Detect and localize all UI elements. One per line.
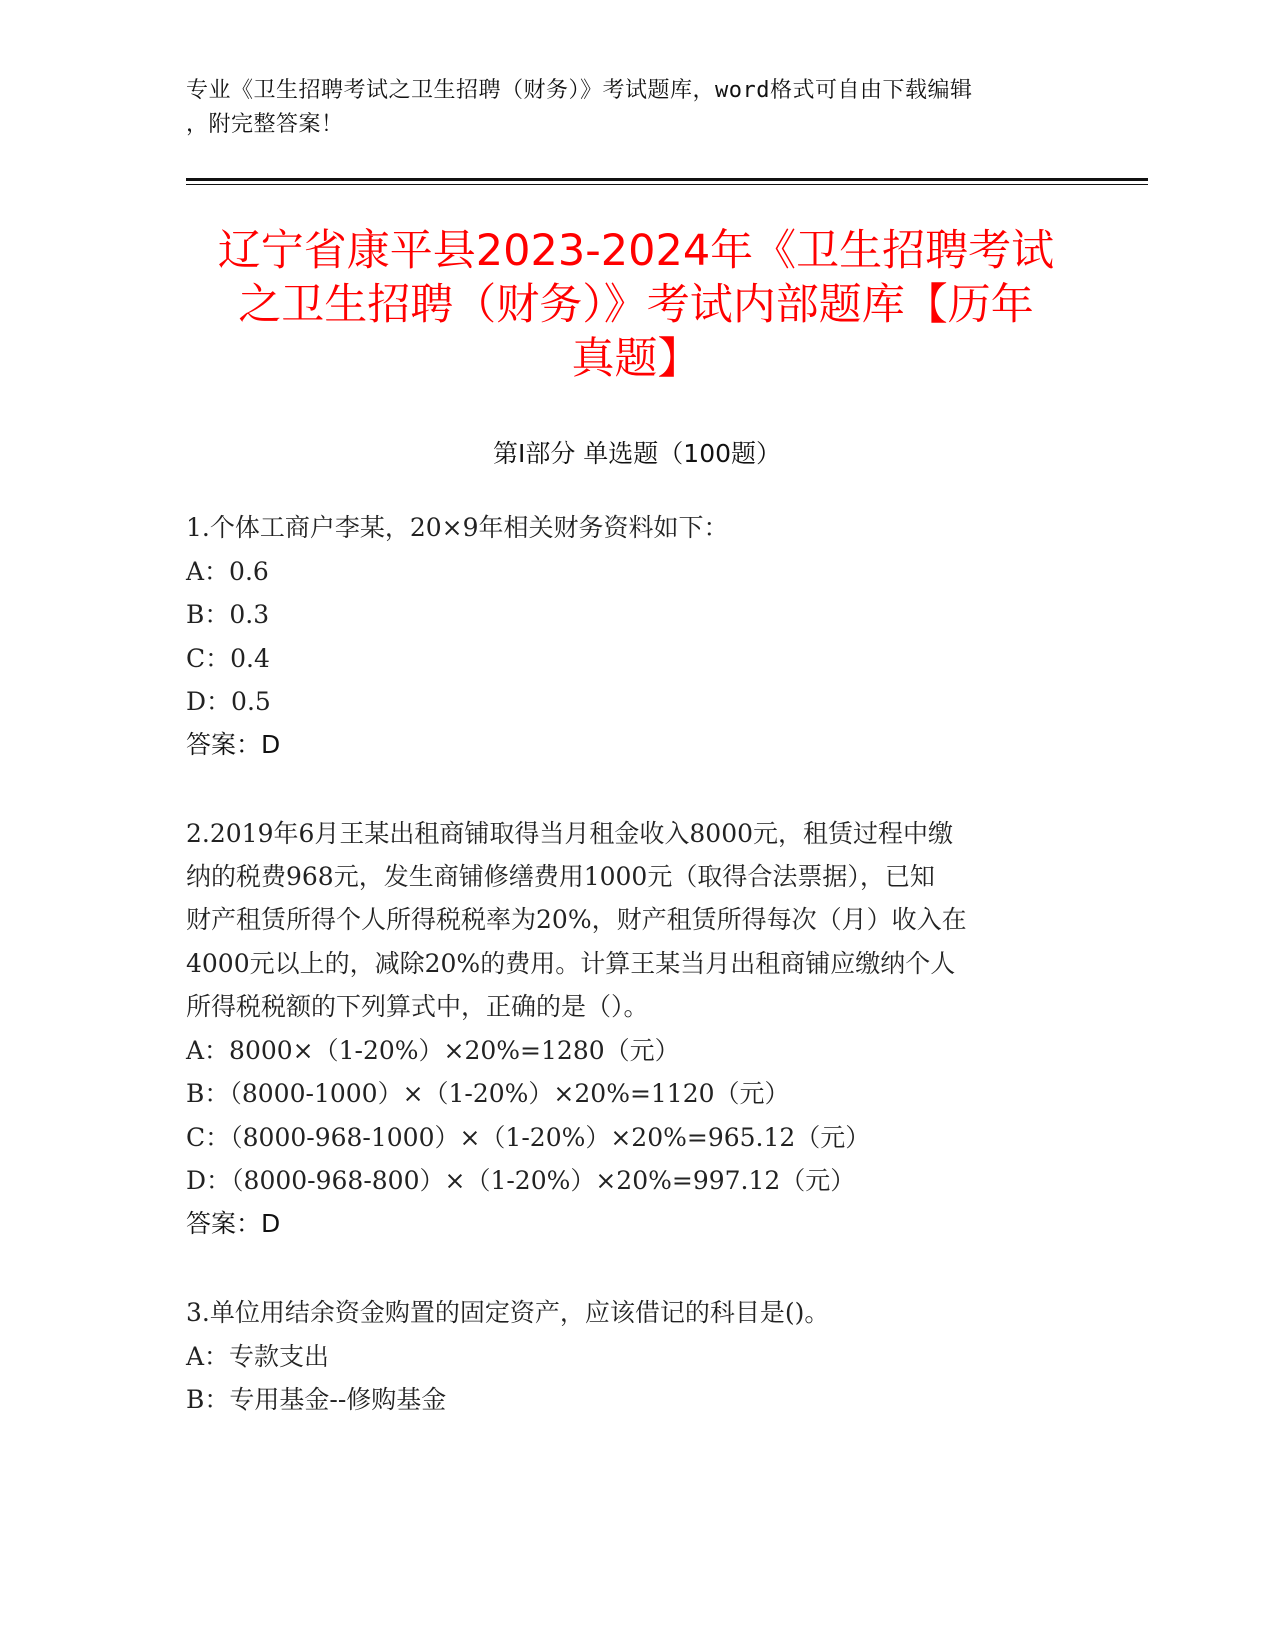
- question-2-answer: 答案：D: [186, 1209, 281, 1238]
- question-1-option-c: C：0.4: [186, 644, 270, 673]
- header-divider-thin: [186, 184, 1148, 185]
- header-note-line-1: 专业《卫生招聘考试之卫生招聘（财务）》考试题库，word格式可自由下载编辑: [186, 78, 973, 103]
- question-1-answer: 答案：D: [186, 730, 281, 759]
- header-note: [186, 74, 1066, 142]
- question-3-option-b: B：专用基金--修购基金: [186, 1385, 447, 1414]
- header-note-line-2: ，附完整答案！: [186, 112, 344, 137]
- question-3-stem: 3.单位用结余资金购置的固定资产，应该借记的科目是()。: [186, 1298, 830, 1327]
- question-2-stem-line-3: 财产租赁所得个人所得税税率为20%，财产租赁所得每次（月）收入在: [186, 905, 967, 934]
- question-1-option-d: D：0.5: [186, 687, 271, 716]
- section-heading: 第Ⅰ部分 单选题（100题）: [492, 439, 782, 468]
- question-2-option-b: B：（8000-1000）×（1-20%）×20%=1120（元）: [186, 1079, 790, 1108]
- question-2-stem-line-2: 纳的税费968元，发生商铺修缮费用1000元（取得合法票据），已知: [186, 862, 935, 891]
- question-2-option-c: C：（8000-968-1000）×（1-20%）×20%=965.12（元）: [186, 1123, 871, 1152]
- title-line-2: 之卫生招聘（财务）》考试内部题库【历年: [238, 280, 1034, 330]
- question-1-option-a: A：0.6: [186, 557, 269, 586]
- question-1-stem: 1.个体工商户李某，20×9年相关财务资料如下：: [186, 513, 729, 542]
- title-line-3: 真题】: [571, 334, 701, 384]
- title-line-1: 辽宁省康平县2023-2024年《卫生招聘考试: [217, 226, 1055, 276]
- question-3-option-a: A：专款支出: [186, 1342, 330, 1371]
- question-2-option-d: D：（8000-968-800）×（1-20%）×20%=997.12（元）: [186, 1166, 856, 1195]
- question-1-option-b: B：0.3: [186, 600, 270, 629]
- question-2-option-a: A：8000×（1-20%）×20%=1280（元）: [186, 1036, 680, 1065]
- question-2-stem-line-4: 4000元以上的，减除20%的费用。计算王某当月出租商铺应缴纳个人: [186, 949, 956, 978]
- question-2-stem-line-1: 2.2019年6月王某出租商铺取得当月租金收入8000元，租赁过程中缴: [186, 819, 954, 848]
- question-2-stem-line-5: 所得税税额的下列算式中，正确的是（）。: [186, 992, 649, 1021]
- document-title: [186, 224, 1086, 386]
- header-divider-thick: [186, 178, 1148, 181]
